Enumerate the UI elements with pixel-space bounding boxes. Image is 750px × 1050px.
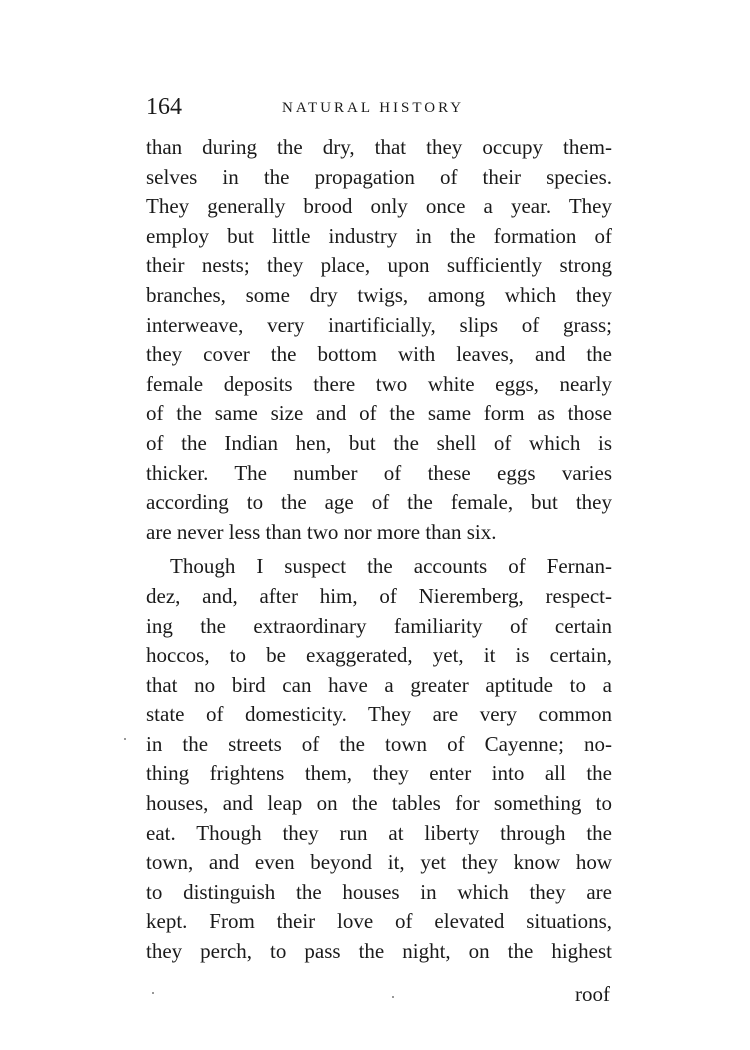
running-head: NATURAL HISTORY xyxy=(282,100,465,116)
text-line: employ but little industry in the formation of xyxy=(146,223,612,248)
page-number: 164 xyxy=(146,94,182,120)
body-text xyxy=(146,133,612,967)
text-line: of the Indian hen, but the shell of which is xyxy=(146,430,612,455)
text-line: female deposits there two white eggs, nearly xyxy=(146,371,612,396)
text-line: kept. From their love of elevated situations, xyxy=(146,909,612,934)
paragraph-2 xyxy=(146,552,612,966)
text-line: they perch, to pass the night, on the highest xyxy=(146,939,612,964)
text-line: thing frightens them, they enter into all the xyxy=(146,761,612,786)
text-line: town, and even beyond it, yet they know how xyxy=(146,850,612,875)
text-line: that no bird can have a greater aptitude to a xyxy=(146,672,612,697)
text-line: are never less than two nor more than six. xyxy=(146,519,497,544)
text-line: eat. Though they run at liberty through the xyxy=(146,820,612,845)
print-speck xyxy=(124,738,126,740)
text-line: their nests; they place, upon sufficiently strong xyxy=(146,253,612,278)
text-line: of the same size and of the same form as those xyxy=(146,401,612,426)
text-line: ing the extraordinary familiarity of certain xyxy=(146,613,612,638)
text-line: state of domesticity. They are very common xyxy=(146,702,612,727)
text-line: thicker. The number of these eggs varies xyxy=(146,460,612,485)
text-line: to distinguish the houses in which they are xyxy=(146,879,612,904)
text-line: branches, some dry twigs, among which they xyxy=(146,282,612,307)
text-line: in the streets of the town of Cayenne; no- xyxy=(146,731,612,756)
text-line: houses, and leap on the tables for something to xyxy=(146,791,612,816)
text-line: selves in the propagation of their species. xyxy=(146,164,612,189)
print-speck xyxy=(392,996,394,998)
text-line: hoccos, to be exaggerated, yet, it is certain, xyxy=(146,643,612,668)
paragraph-1 xyxy=(146,133,612,547)
catchword: roof xyxy=(575,982,610,1006)
text-line: They generally brood only once a year. They xyxy=(146,194,612,219)
text-line: Though I suspect the accounts of Fernan- xyxy=(170,554,612,579)
page-header xyxy=(146,92,612,122)
text-line: they cover the bottom with leaves, and the xyxy=(146,342,612,367)
text-line: according to the age of the female, but they xyxy=(146,490,612,515)
print-speck xyxy=(152,992,154,994)
text-line: interweave, very inartificially, slips of grass; xyxy=(146,312,612,337)
text-line: dez, and, after him, of Nieremberg, respect- xyxy=(146,583,612,608)
text-line: than during the dry, that they occupy them- xyxy=(146,135,612,159)
